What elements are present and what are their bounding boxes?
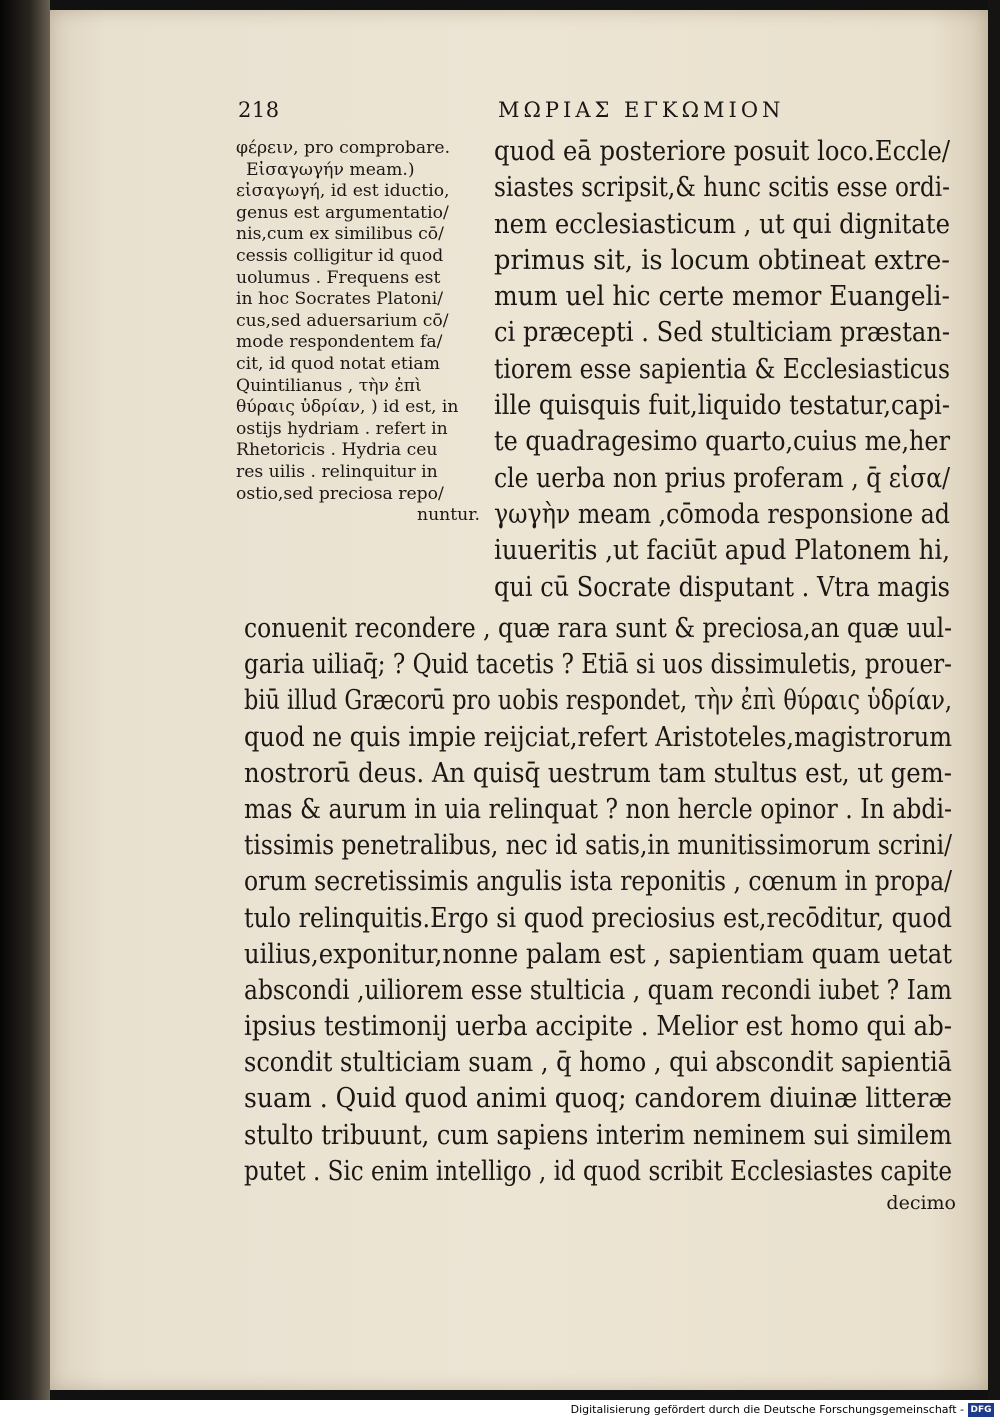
- text-line: cle uerba non prius proferam , q̄ εἰσα/: [494, 462, 950, 494]
- text-line: qui cū Socrate disputant . Vtra magis: [494, 571, 950, 603]
- footer-bar: [0, 1400, 1000, 1420]
- text-line: nostrorū deus. An quisq̄ uestrum tam stultus est, ut gem-: [244, 756, 952, 789]
- text-line: te quadragesimo quarto,cuius me,her: [494, 426, 950, 458]
- text-line: tiorem esse sapientia & Ecclesiasticus: [494, 353, 950, 385]
- text-line: ci præcepti . Sed stulticiam præstan-: [494, 317, 950, 349]
- text-line: biū illud Græcorū pro uobis respondet, τὴν ἐπὶ θύραις ὑδρίαν,: [244, 684, 952, 717]
- text-line: orum secretissimis angulis ista reponitis , cœnum in propa/: [244, 865, 952, 898]
- note-line: cus,sed aduersarium cō/: [236, 310, 449, 331]
- text-line: conuenit recondere , quæ rara sunt & preciosa,an quæ uul-: [244, 612, 952, 644]
- main-text-right-column: [494, 134, 1000, 606]
- note-line: uolumus . Frequens est: [236, 267, 441, 288]
- text-line: mas & aurum in uia relinquat ? non hercle opinor . In abdi-: [244, 792, 952, 825]
- note-line: nis,cum ex similibus cō/: [236, 224, 444, 245]
- note-line: εἰσαγωγή, id est iductio,: [236, 181, 450, 202]
- text-line: scondit stulticiam suam , q̄ homo , qui abscondit sapientiā: [244, 1046, 952, 1079]
- text-line: quod eā posteriore posuit loco.Eccle/: [494, 136, 950, 167]
- text-line: putet . Sic enim intelligo , id quod scribit Ecclesiastes capite: [244, 1154, 952, 1187]
- note-line: Εἰσαγωγήν meam.): [246, 159, 415, 180]
- text-line: mum uel hic certe memor Euangeli-: [494, 281, 950, 313]
- note-line: ostijs hydriam . refert in: [236, 418, 448, 439]
- text-line: primus sit, is locum obtineat extre-: [494, 244, 950, 276]
- text-line: garia uiliaq̄; ? Quid tacetis ? Etiā si uos dissimuletis, prouer-: [244, 648, 952, 681]
- note-line: res uilis . relinquitur in: [236, 461, 438, 482]
- marginal-notes: [236, 138, 480, 527]
- text-line: siastes scripsit,& hunc scitis esse ordi-: [494, 172, 950, 204]
- text-line: abscondi ,uiliorem esse stulticia , quam recondi iubet ? Iam: [244, 973, 952, 1006]
- note-line: cit, id quod notat etiam: [236, 353, 440, 374]
- book-gutter: [0, 0, 50, 1400]
- note-line: φέρειν, pro comprobare.: [236, 138, 451, 158]
- note-line: in hoc Socrates Platoni/: [236, 289, 444, 310]
- catchword: decimo: [886, 1192, 956, 1214]
- note-line: cessis colligitur id quod: [236, 245, 444, 266]
- text-line: tulo relinquitis.Ergo si quod preciosius est,recōditur, quod: [244, 901, 952, 934]
- note-line: Quintilianus , τὴν ἐπὶ: [236, 375, 422, 396]
- text-line: iuueritis ,ut faciūt apud Platonem hi,: [494, 535, 950, 567]
- text-line: suam . Quid quod animi quoq; candorem diuinæ litteræ: [244, 1082, 952, 1115]
- running-head: [238, 98, 785, 122]
- note-line: mode respondentem fa/: [236, 332, 443, 353]
- text-line: quod ne quis impie reijciat,refert Aristoteles,magistrorum: [244, 720, 952, 753]
- text-line: stulto tribuunt, cum sapiens interim neminem sui similem: [244, 1118, 952, 1151]
- main-text-full-width: [244, 610, 1000, 1189]
- note-line: ostio,sed preciosa repo/: [236, 483, 444, 504]
- page-title: ΜΩΡΙΑΣ ΕΓΚΩΜΙΟΝ: [498, 98, 785, 122]
- text-line: tissimis penetralibus, nec id satis,in munitissimorum scrini/: [244, 829, 952, 862]
- text-line: uilius,exponitur,nonne palam est , sapientiam quam uetat: [244, 937, 952, 970]
- dfg-logo-icon: DFG: [968, 1403, 994, 1417]
- text-line: ipsius testimonij uerba accipite . Melior est homo qui ab-: [244, 1010, 952, 1043]
- page-number: 218: [238, 98, 280, 122]
- note-line: nuntur.: [417, 505, 480, 526]
- note-line: Rhetoricis . Hydria ceu: [236, 440, 438, 461]
- text-line: ille quisquis fuit,liquido testatur,capi-: [494, 390, 950, 422]
- note-line: genus est argumentatio/: [236, 202, 449, 223]
- text-line: nem ecclesiasticum , ut qui dignitate: [494, 208, 950, 240]
- note-line: θύραις ὑδρίαν, ) id est, in: [236, 397, 459, 418]
- funding-notice: Digitalisierung gefördert durch die Deutsche Forschungsgemeinschaft -: [570, 1403, 964, 1416]
- text-line: γωγὴν meam ,cōmoda responsione ad: [494, 498, 950, 530]
